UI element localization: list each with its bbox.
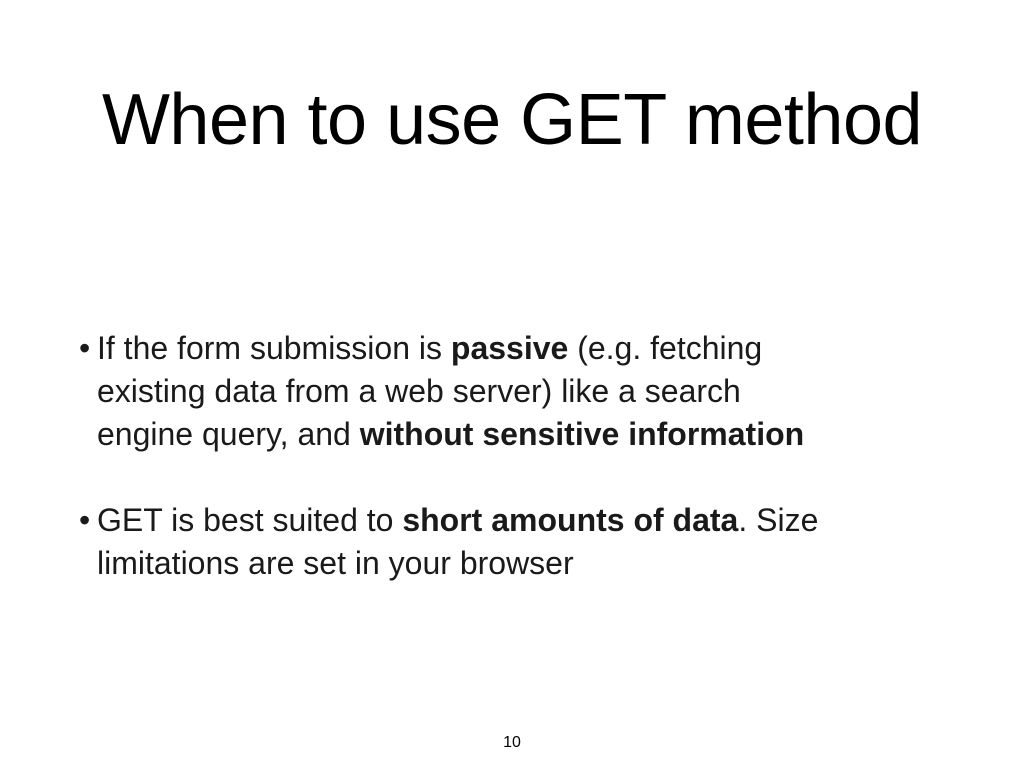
bullet-text-segment: (e.g. fetching [568,330,763,366]
bullet-item-short-data [79,499,959,585]
bullet-item-passive [79,327,959,456]
slide-title: When to use GET method [101,80,923,160]
bullet-symbol: • [79,330,91,366]
bullet-emphasis: without sensitive information [359,416,805,452]
bullet-text [97,502,818,581]
bullet-text-segment: . Size [738,502,819,538]
bullet-list [79,327,959,628]
bullet-symbol: • [79,502,91,538]
bullet-text [97,330,804,452]
bullet-text-segment: If the form submission is [97,330,451,366]
bullet-text-segment: engine query, and [97,416,360,452]
bullet-text-segment: existing data from a web server) like a search [97,373,741,409]
bullet-emphasis: passive [450,330,569,366]
bullet-text-segment: limitations are set in your browser [97,545,574,581]
page-number: 10 [503,734,521,751]
bullet-text-segment: GET is best suited to [97,502,403,538]
bullet-emphasis: short amounts of data [402,502,739,538]
